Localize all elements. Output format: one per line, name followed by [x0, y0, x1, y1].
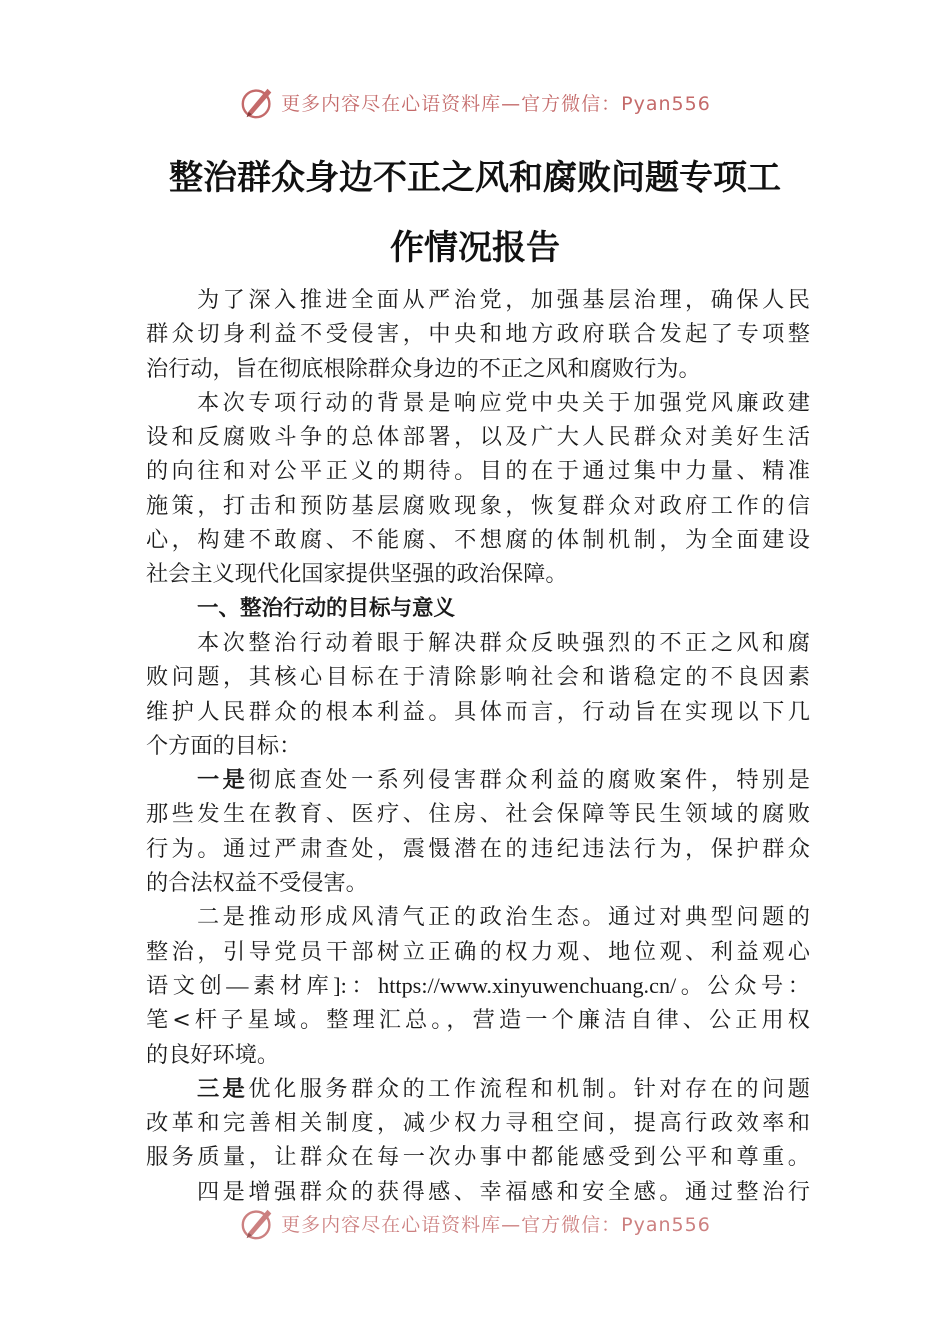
text-line — [146, 523, 810, 557]
section-heading — [146, 592, 810, 626]
line-text: 本次整治行动着眼于解决群众反映强烈的不正之风和腐 — [197, 629, 810, 656]
header-watermark — [0, 82, 950, 122]
text-line — [146, 1038, 810, 1072]
text-line — [146, 489, 810, 523]
line-text: 的合法权益不受侵害。 — [146, 870, 368, 897]
line-text: 四是增强群众的获得感、幸福感和安全感。通过整治行 — [197, 1178, 810, 1205]
text-line — [146, 386, 810, 420]
line-text: 群众切身利益不受侵害，中央和地方政府联合发起了专项整 — [146, 321, 810, 348]
watermark-text: 更多内容尽在心语资料库—官方微信：Pyan556 — [281, 92, 711, 115]
line-text: 语文创—素材库]:：https://www.xinyuwenchuang.cn/。公众号： — [146, 972, 810, 998]
pen-logo-icon — [239, 83, 277, 121]
line-text: 社会主义现代化国家提供坚强的政治保障。 — [146, 561, 568, 588]
line-text: 的向往和对公平正义的期待。目的在于通过集中力量、精准 — [146, 458, 810, 485]
lead-label: 三是 — [197, 1075, 249, 1102]
text-line — [146, 797, 810, 831]
pen-logo-icon — [239, 1204, 277, 1242]
line-text: 彻底查处一系列侵害群众利益的腐败案件，特别是 — [248, 767, 810, 794]
text-line — [146, 317, 810, 351]
text-line — [146, 1106, 810, 1140]
line-text: 服务质量，让群众在每一次办事中都能感受到公平和尊重。 — [146, 1144, 810, 1171]
line-text: 维护人民群众的根本利益。具体而言，行动旨在实现以下几 — [146, 698, 810, 725]
line-text: 那些发生在教育、医疗、住房、社会保障等民生领域的腐败 — [146, 801, 810, 828]
text-line — [146, 557, 810, 591]
line-text: 设和反腐败斗争的总体部署，以及广大人民群众对美好生活 — [146, 424, 810, 451]
line-text: 笔<杆子星域。整理汇总。，营造一个廉洁自律、公正用权 — [146, 1007, 810, 1034]
text-line — [146, 1140, 810, 1174]
watermark-text: 更多内容尽在心语资料库—官方微信：Pyan556 — [281, 1213, 711, 1236]
text-line — [146, 900, 810, 934]
text-line — [146, 935, 810, 969]
text-line — [146, 866, 810, 900]
line-text: 为了深入推进全面从严治党，加强基层治理，确保人民 — [197, 287, 810, 313]
line-text: 行为。通过严肃查处，震慑潜在的违纪违法行为，保护群众 — [146, 835, 810, 862]
text-line — [146, 626, 810, 660]
line-text: 优化服务群众的工作流程和机制。针对存在的问题 — [248, 1075, 810, 1102]
text-line — [146, 352, 810, 386]
line-text: 个方面的目标： — [146, 732, 302, 759]
document-title-line-1: 整治群众身边不正之风和腐败问题专项工 — [169, 158, 781, 198]
text-line — [146, 695, 810, 729]
text-line — [146, 1072, 810, 1106]
line-text: 的良好环境。 — [146, 1041, 280, 1068]
line-text: 一、整治行动的目标与意义 — [197, 595, 456, 621]
text-line — [146, 763, 810, 797]
text-line — [146, 660, 810, 694]
line-text: 施策，打击和预防基层腐败现象，恢复群众对政府工作的信 — [146, 492, 810, 519]
text-line — [146, 1003, 810, 1037]
footer-watermark — [0, 1203, 950, 1243]
document-title-line-2: 作情况报告 — [390, 228, 560, 268]
text-line — [146, 454, 810, 488]
text-line — [146, 420, 810, 454]
line-text: 本次专项行动的背景是响应党中央关于加强党风廉政建 — [197, 389, 810, 416]
line-text: 治行动，旨在彻底根除群众身边的不正之风和腐败行为。 — [146, 355, 701, 382]
line-text: 改革和完善相关制度，减少权力寻租空间，提高行政效率和 — [146, 1110, 810, 1137]
line-text: 二是推动形成风清气正的政治生态。通过对典型问题的 — [197, 904, 810, 931]
text-line — [146, 283, 810, 317]
document-body — [146, 283, 810, 1209]
line-text: 整治，引导党员干部树立正确的权力观、地位观、利益观心 — [146, 938, 810, 965]
line-text: 败问题，其核心目标在于清除影响社会和谐稳定的不良因素 — [146, 664, 810, 691]
text-line — [146, 969, 810, 1003]
lead-label: 一是 — [197, 767, 249, 794]
line-text: 心，构建不敢腐、不能腐、不想腐的体制机制，为全面建设 — [146, 527, 810, 554]
text-line — [146, 729, 810, 763]
text-line — [146, 832, 810, 866]
